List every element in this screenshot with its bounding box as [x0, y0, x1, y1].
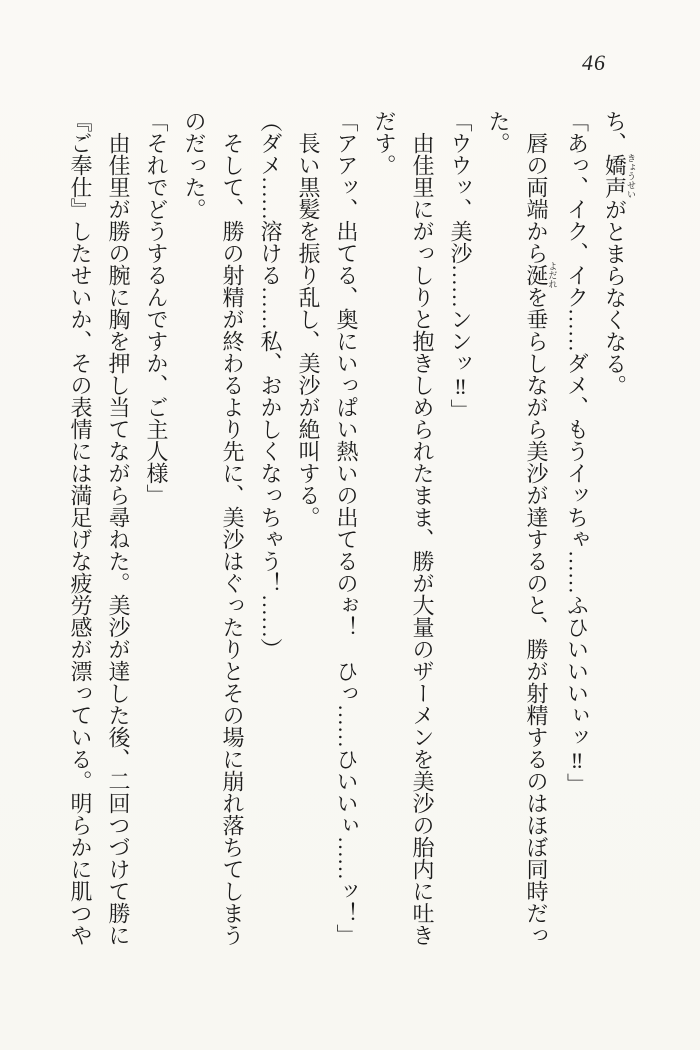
- ruby-annotated-word: 涎よだれ: [524, 261, 558, 289]
- page-number: 46: [582, 50, 606, 75]
- paragraph: 「それでどうするんですか、ご主人様」: [144, 110, 169, 506]
- paragraph: 「アアッ、出てる、奥にいっぱい熱いの出てるのぉ！ ひっ……ひいいぃ……ッ！」: [334, 110, 359, 946]
- ruby-annotated-word: 嬌声きょうせい: [602, 153, 636, 199]
- paragraph: 由佳里にがっしりと抱きしめられたまま、勝が大量のザーメンを美沙の胎内に吐きだす。: [372, 110, 435, 946]
- paragraph: 唇の両端から涎よだれを垂らしながら美沙が達するのと、勝が射精するのはほぼ同時だった。: [486, 110, 558, 946]
- page-text: [64, 110, 636, 951]
- paragraph: そして、勝の射精が終わるより先に、美沙はぐったりとその場に崩れ落ちてしまうのだった。: [182, 110, 245, 946]
- paragraph: 「ウウッ、美沙……ンンッ‼」: [448, 110, 473, 421]
- paragraph: 由佳里が勝の腕に胸を押し当てながら尋ねた。美沙が達した後、二回つづけて勝に『ご奉仕』したせいか、その表情には満足げな疲労感が漂っている。明らかに肌つや: [68, 110, 131, 946]
- paragraph: （ダメ……溶ける……私、おかしくなっちゃう！……）: [258, 110, 283, 660]
- paragraph: ち、嬌声きょうせいがとまらなくなる。: [602, 110, 636, 397]
- paragraph: 長い黒髪を振り乱し、美沙が絶叫する。: [296, 132, 321, 528]
- paragraph: 「あっ、イク、イク……ダメ、もうイッちゃ……ふひいいいぃッ‼」: [564, 110, 590, 795]
